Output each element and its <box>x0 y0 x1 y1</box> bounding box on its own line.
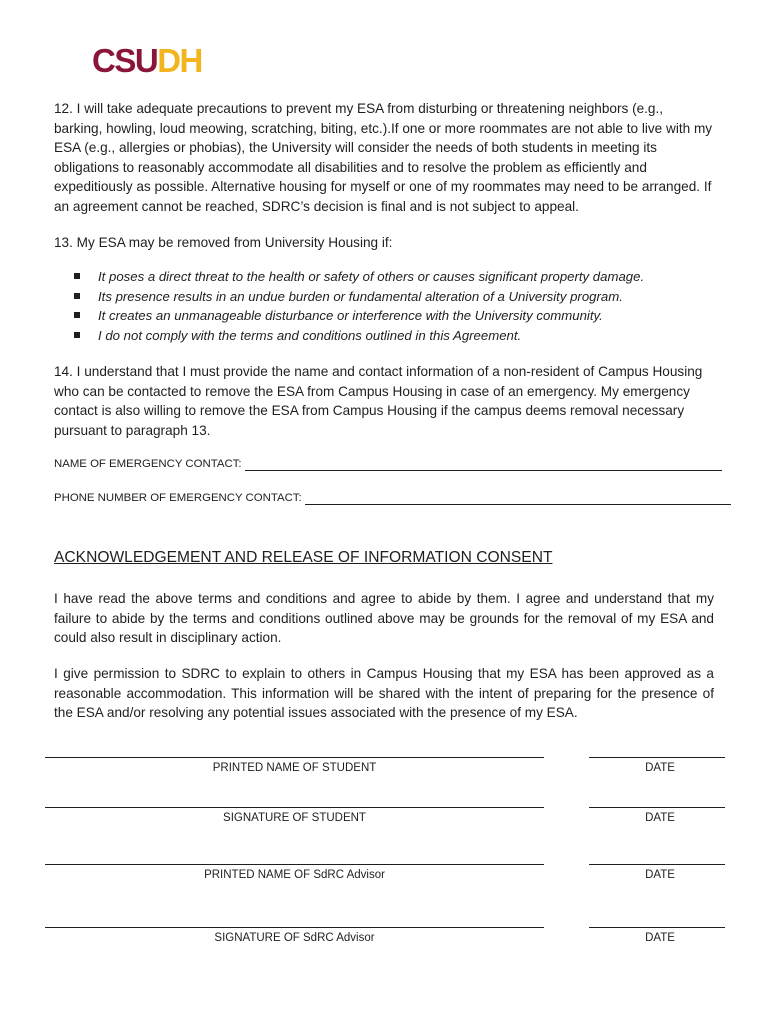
square-bullet-icon <box>74 293 80 299</box>
list-item: It poses a direct threat to the health or safety of others or causes significant property damage. <box>72 267 712 287</box>
date-label: DATE <box>645 812 675 824</box>
acknowledgement-paragraph: I have read the above terms and conditions and agree to abide by them. I agree and understand that my failure to abide by the terms and conditions outlined above may be grounds for the removal of my ESA and could also result in disciplinary action. <box>54 591 714 646</box>
advisor-signature-label: SIGNATURE OF SdRC Advisor <box>214 932 375 944</box>
printed-student-name-label: PRINTED NAME OF STUDENT <box>212 762 377 774</box>
printed-advisor-name-label: PRINTED NAME OF SdRC Advisor <box>204 869 385 881</box>
list-item: Its presence results in an undue burden or fundamental alteration of a University program. <box>72 287 712 307</box>
emergency-contact-name-line[interactable] <box>245 458 722 471</box>
printed-student-date-line[interactable] <box>589 757 725 758</box>
printed-student-name-line[interactable] <box>45 757 544 758</box>
release-consent-paragraph: I give permission to SDRC to explain to others in Campus Housing that my ESA has been approved as a reasonable accommodation. This information will be shared with the intent of preparing for the presence of the ESA and/or resolving any potential issues associated with the presence of my ESA. <box>54 666 714 721</box>
emergency-contact-phone-label: PHONE NUMBER OF EMERGENCY CONTACT: <box>54 492 302 504</box>
paragraph-14: 14. I understand that I must provide the name and contact information of a non-resident of Campus Housing who can be contacted to remove the ESA from Campus Housing in case of an emergency. My emergency contact is also willing to remove the ESA from Campus Housing if the campus deems removal necessary pursuant to paragraph 13. <box>54 364 703 438</box>
printed-advisor-name-line[interactable] <box>45 864 544 865</box>
square-bullet-icon <box>74 332 80 338</box>
advisor-signature-date-line[interactable] <box>589 927 725 928</box>
logo-csu: CSU <box>92 42 158 79</box>
date-label: DATE <box>645 932 675 944</box>
csudh-logo <box>92 44 202 77</box>
date-label: DATE <box>645 869 675 881</box>
printed-advisor-date-line[interactable] <box>589 864 725 865</box>
square-bullet-icon <box>74 273 80 279</box>
list-item: I do not comply with the terms and conditions outlined in this Agreement. <box>72 326 712 346</box>
acknowledgement-heading: ACKNOWLEDGEMENT AND RELEASE OF INFORMATION CONSENT <box>54 549 553 566</box>
emergency-contact-name-field[interactable] <box>54 457 722 471</box>
student-signature-date-line[interactable] <box>589 807 725 808</box>
logo-dh: DH <box>157 42 202 79</box>
removal-conditions-list <box>72 267 712 345</box>
student-signature-line[interactable] <box>45 807 544 808</box>
paragraph-13: 13. My ESA may be removed from University Housing if: <box>54 235 393 250</box>
paragraph-12: 12. I will take adequate precautions to prevent my ESA from disturbing or threatening neighbors (e.g., barking, howling, loud meowing, scratching, biting, etc.).If one or more roommates are not able to live with my ESA (e.g., allergies or phobias), the University will consider the needs of both students in meeting its obligations to reasonably accommodate all disabilities and to resolve the problem as efficiently and expeditiously as possible. Alternative housing for myself or one of my roommates may need to be arranged. If an agreement cannot be reached, SDRC’s decision is final and is not subject to appeal. <box>54 101 713 214</box>
square-bullet-icon <box>74 312 80 318</box>
date-label: DATE <box>645 762 675 774</box>
student-signature-label: SIGNATURE OF STUDENT <box>223 812 366 824</box>
advisor-signature-line[interactable] <box>45 927 544 928</box>
emergency-contact-phone-field[interactable] <box>54 491 731 505</box>
emergency-contact-phone-line[interactable] <box>305 492 731 505</box>
emergency-contact-name-label: NAME OF EMERGENCY CONTACT: <box>54 458 242 470</box>
list-item: It creates an unmanageable disturbance or interference with the University community. <box>72 306 712 326</box>
